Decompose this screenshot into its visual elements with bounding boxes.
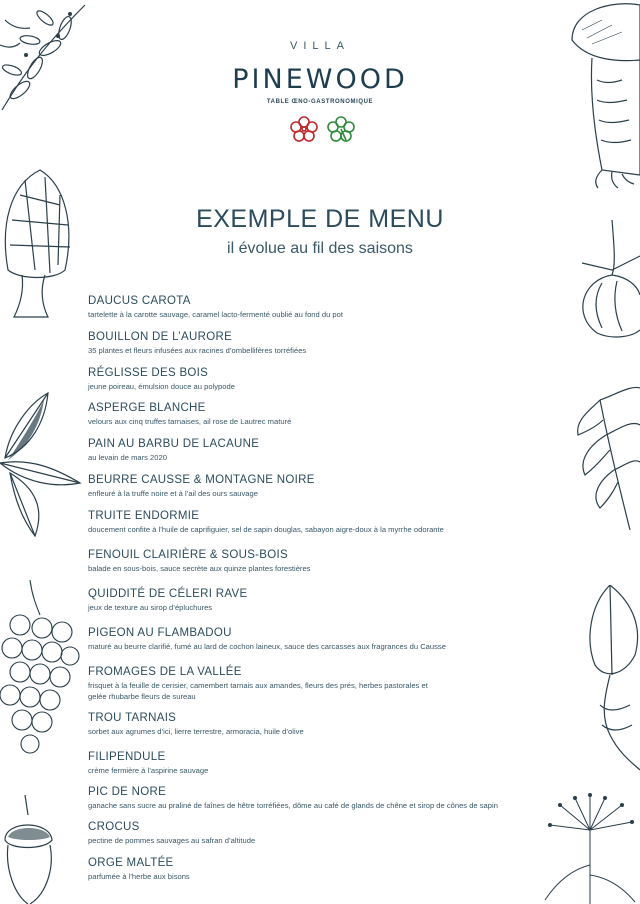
course-item <box>88 437 558 463</box>
course-name: PIGEON AU FLAMBADOU <box>88 627 232 639</box>
course-description: pectine de pommes sauvages au safran d’altitude <box>88 836 256 845</box>
bay-leaves-illustration <box>0 388 85 538</box>
course-description: parfumée à l’herbe aux bisons <box>88 872 190 881</box>
course-item <box>88 820 558 846</box>
course-name: DAUCUS CAROTA <box>88 295 191 307</box>
course-item <box>88 785 558 811</box>
awards <box>288 116 358 142</box>
course-item <box>88 626 558 652</box>
course-name: ORGE MALTÉE <box>88 857 174 869</box>
course-name: PAIN AU BARBU DE LACAUNE <box>88 438 260 450</box>
course-name: RÉGLISSE DES BOIS <box>88 367 209 379</box>
restaurant-logo-name: PINEWOOD <box>232 64 408 95</box>
course-item <box>88 509 558 535</box>
brand-villa: VILLA <box>290 40 350 52</box>
course-name: FROMAGES DE LA VALLÉE <box>88 666 242 678</box>
course-name: FILIPENDULE <box>88 751 166 763</box>
course-item <box>88 665 558 702</box>
michelin-star-red-icon <box>291 117 317 141</box>
course-description: jeune poireau, émulsion douce au polypode <box>88 382 235 391</box>
course-item <box>88 330 558 356</box>
michelin-green-star-icon <box>328 117 354 141</box>
course-description: balade en sous-bois, sauce secrète aux quinze plantes forestières <box>88 564 311 573</box>
course-name: FENOUIL CLAIRIÈRE & SOUS-BOIS <box>88 549 288 561</box>
course-item <box>88 587 558 613</box>
course-name: TRUITE ENDORMIE <box>88 510 200 522</box>
course-description: crème fermière à l’aspirine sauvage <box>88 766 209 775</box>
course-item <box>88 473 558 499</box>
course-description: tartelette à la carotte sauvage, caramel lacto-fermenté oublié au fond du pot <box>88 310 343 319</box>
course-description-continued: gelée rhubarbe fleurs de sureau <box>88 692 196 701</box>
course-item <box>88 711 558 737</box>
course-name: ASPERGE BLANCHE <box>88 402 206 414</box>
course-name: BEURRE CAUSSE & MONTAGNE NOIRE <box>88 474 315 486</box>
course-description: au levain de mars 2020 <box>88 453 167 462</box>
course-name: TROU TARNAIS <box>88 712 177 724</box>
course-item <box>88 401 558 427</box>
course-name: BOUILLON DE L’AURORE <box>88 331 233 343</box>
course-item <box>88 366 558 392</box>
brand-tagline: TABLE ŒNO-GASTRONOMIQUE <box>266 99 374 105</box>
menu-subtitle: il évolue au fil des saisons <box>227 240 413 257</box>
course-description: doucement confite à l’huile de caprifiguier, sel de sapin douglas, sabayon aigre-doux à la myrrhe odorante <box>88 525 444 534</box>
grapes-illustration <box>0 580 80 775</box>
menu-title: EXEMPLE DE MENU <box>196 205 444 233</box>
course-description: velours aux cinq truffes tarnaises, ail rose de Lautrec maturé <box>88 417 292 426</box>
course-description: ganache sans sucre au praliné de faînes de hêtre torréfiées, dôme au café de glands de chêne et sirop de cônes de sapin <box>88 801 498 810</box>
beet-illustration <box>580 585 640 775</box>
course-description: jeux de texture au sirop d’épluchures <box>88 603 213 612</box>
course-item <box>88 294 558 320</box>
course-description: frisquet à la feuille de cerisier, camembert tarnais aux amandes, fleurs des prés, herbes pastorales et <box>88 681 428 690</box>
olive-branch-illustration <box>0 0 90 115</box>
course-description: 35 plantes et fleurs infusées aux racines d’ombellifères torréfiées <box>88 346 307 355</box>
acorn-illustration <box>0 795 60 904</box>
dandelion-leaf-illustration <box>570 380 640 530</box>
course-name: PIC DE NORE <box>88 786 167 798</box>
course-item <box>88 548 558 574</box>
course-description: maturé au beurre clarifié, fumé au lard de cochon laineux, sauce des carcasses aux fragrances du Causse <box>88 642 446 651</box>
course-item <box>88 750 558 776</box>
course-name: CROCUS <box>88 821 140 833</box>
course-description: sorbet aux agrumes d’ici, lierre terrestre, armoracia, huile d’olive <box>88 727 304 736</box>
course-item <box>88 856 558 882</box>
mushroom-illustration <box>562 0 640 190</box>
course-name: QUIDDITÉ DE CÉLERI RAVE <box>88 588 248 600</box>
course-description: enfleuré à la truffe noire et à l’ail des ours sauvage <box>88 489 258 498</box>
